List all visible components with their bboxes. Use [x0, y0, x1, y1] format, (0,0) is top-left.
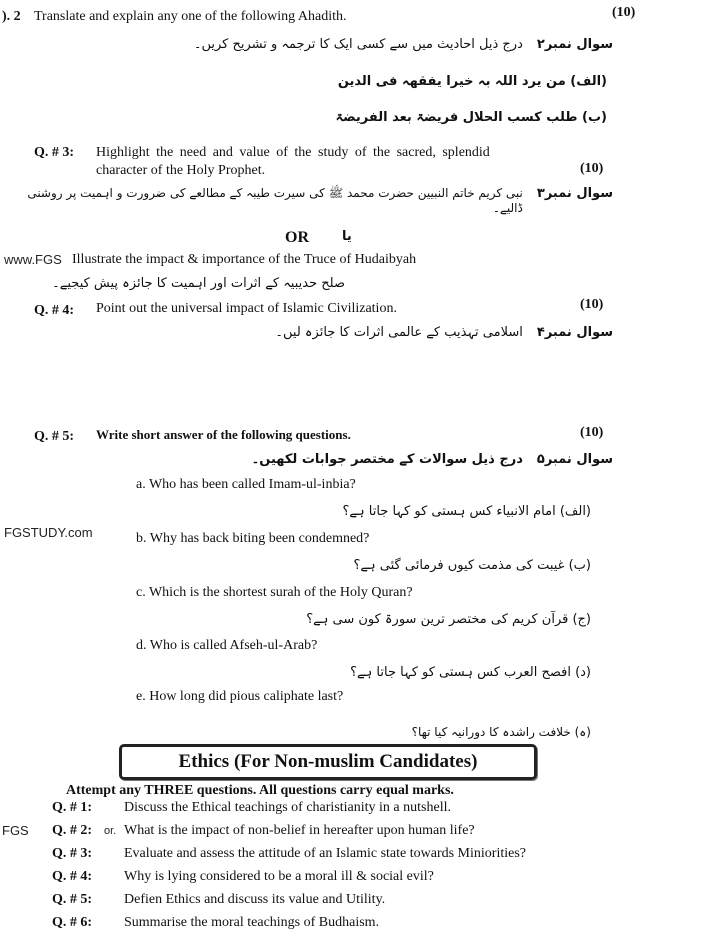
q5-urdu-row — [20, 452, 613, 468]
q2-marks: (10) — [612, 5, 636, 20]
q5-number: Q. # 5: — [34, 429, 75, 444]
ethics-q5-number: Q. # 5: — [52, 892, 93, 907]
ethics-section-title: Ethics (For Non-muslim Candidates) — [178, 751, 478, 772]
q3-marks: (10) — [580, 161, 604, 176]
watermark-www-fgs: www.FGS — [4, 252, 62, 267]
q5-item-a-urdu: (الف) امام الانبیاء کس ہستی کو کہا جاتا ہے؟ — [342, 504, 591, 519]
q2-urdu-label: سوال نمبر۲ — [536, 37, 613, 52]
or-label: OR — [285, 229, 309, 246]
q2-number: ). 2 — [2, 9, 21, 24]
q5-marks: (10) — [580, 425, 604, 440]
q5-item-c-urdu: (ج) قرآن کریم کی مختصر ترین سورۃ کون سی ہے؟ — [306, 612, 591, 627]
q3-alternative: Illustrate the impact & importance of the Truce of Hudaibyah — [72, 252, 417, 267]
ethics-q3-text: Evaluate and assess the attitude of an Islamic state towards Miniorities? — [124, 846, 526, 861]
q5-urdu-label: سوال نمبر۵ — [536, 452, 613, 467]
q5-text: Write short answer of the following questions. — [96, 427, 351, 442]
ethics-q1-number: Q. # 1: — [52, 800, 93, 815]
watermark-fgs: FGS — [2, 823, 29, 838]
q4-text: Point out the universal impact of Islamic Civilization. — [96, 301, 397, 316]
q2-urdu-row — [20, 37, 613, 53]
q5-item-e-urdu: (ہ) خلافت راشدہ کا دورانیہ کیا تھا؟ — [411, 725, 591, 739]
q4-number: Q. # 4: — [34, 303, 75, 318]
watermark-or: or. — [104, 825, 117, 837]
or-urdu: یا — [342, 229, 352, 244]
q4-urdu-row — [20, 325, 613, 341]
ethics-q3-number: Q. # 3: — [52, 846, 93, 861]
ethics-section-title-box — [119, 744, 537, 780]
q5-item-c: c. Which is the shortest surah of the Holy Quran? — [136, 585, 413, 600]
q3-urdu-label: سوال نمبر۳ — [536, 186, 613, 201]
q5-item-b-urdu: (ب) غیبت کی مذمت کیوں فرمائی گئی ہے؟ — [353, 558, 591, 573]
q3-urdu: نبی کریم خاتم النبیین حضرت محمد ﷺ کی سیرت طیبہ کے مطالعے کی ضرورت و اہمیت پر روشنی ڈالیے۔ — [27, 186, 523, 215]
q5-item-d: d. Who is called Afseh-ul-Arab? — [136, 638, 318, 653]
ethics-q5-text: Defien Ethics and discuss its value and Utility. — [124, 892, 386, 907]
q5-item-e: e. How long did pious caliphate last? — [136, 689, 344, 704]
q2-hadith-alif: (الف) من یرد اللہ بہ خیرا یفقھہ فی الدین — [337, 74, 607, 89]
watermark-fgstudy: FGSTUDY.com — [4, 525, 93, 540]
q3-urdu-row — [20, 186, 613, 216]
q3-line2: character of the Holy Prophet. — [96, 163, 266, 178]
ethics-q2-text: What is the impact of non-belief in hereafter upon human life? — [124, 823, 475, 838]
q3-line1: Highlight the need and value of the study of the sacred, splendid — [96, 145, 490, 160]
q5-urdu: درج ذیل سوالات کے مختصر جوابات لکھیں۔ — [251, 452, 523, 467]
q5-item-b: b. Why has back biting been condemned? — [136, 531, 370, 546]
q2-hadith-be: (ب) طلب کسب الحلال فریضۃ بعد الفریضۃ — [335, 110, 607, 125]
q5-item-a: a. Who has been called Imam-ul-inbia? — [136, 477, 356, 492]
q3-number: Q. # 3: — [34, 145, 75, 160]
ethics-q2-number: Q. # 2: — [52, 823, 93, 838]
ethics-q1-text: Discuss the Ethical teachings of charistianity in a nutshell. — [124, 800, 451, 815]
q2-text: Translate and explain any one of the following Ahadith. — [34, 9, 347, 24]
ethics-q4-number: Q. # 4: — [52, 869, 93, 884]
q2-urdu: درج ذیل احادیث میں سے کسی ایک کا ترجمہ و تشریح کریں۔ — [193, 37, 523, 52]
ethics-q6-number: Q. # 6: — [52, 915, 93, 930]
ethics-instruction: Attempt any THREE questions. All questions carry equal marks. — [66, 783, 454, 798]
q3-alternative-urdu: صلح حدیبیہ کے اثرات اور اہمیت کا جائزہ پیش کیجیے۔ — [52, 276, 345, 291]
ethics-q4-text: Why is lying considered to be a moral ill & social evil? — [124, 869, 434, 884]
ethics-q6-text: Summarise the moral teachings of Budhaism. — [124, 915, 380, 930]
q4-urdu-label: سوال نمبر۴ — [536, 325, 613, 340]
q4-marks: (10) — [580, 297, 604, 312]
q5-item-d-urdu: (د) افصح العرب کس ہستی کو کہا جاتا ہے؟ — [350, 665, 591, 680]
q4-urdu: اسلامی تہذیب کے عالمی اثرات کا جائزہ لیں۔ — [275, 325, 523, 340]
